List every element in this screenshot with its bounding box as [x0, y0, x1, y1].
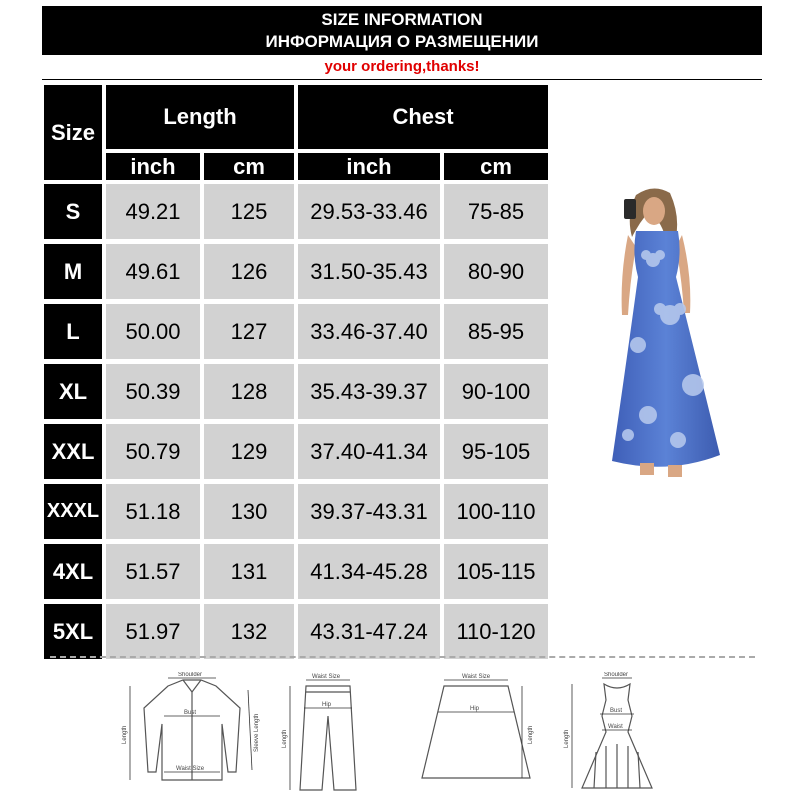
chest-inch-cell: 43.31-47.24 — [298, 604, 440, 659]
length-inch-header: inch — [106, 153, 200, 180]
chest-cm-cell: 95-105 — [444, 424, 548, 479]
length-inch-cell: 51.18 — [106, 484, 200, 539]
length-header: Length — [106, 85, 294, 149]
length-inch-cell: 51.97 — [106, 604, 200, 659]
chest-inch-cell: 33.46-37.40 — [298, 304, 440, 359]
length-cm-header: cm — [204, 153, 294, 180]
title-russian: ИНФОРМАЦИЯ О РАЗМЕЩЕНИИ — [265, 32, 539, 51]
length-inch-cell: 50.79 — [106, 424, 200, 479]
chest-cm-cell: 105-115 — [444, 544, 548, 599]
skirt-hip-label: Hip — [470, 706, 480, 712]
length-cm-cell: 132 — [204, 604, 294, 659]
length-cm-cell: 126 — [204, 244, 294, 299]
dress-diagram — [562, 672, 672, 794]
size-cell: S — [44, 184, 102, 239]
title-bar — [42, 6, 762, 55]
pants-waist-label: Waist Size — [312, 674, 341, 680]
size-cell: L — [44, 304, 102, 359]
chest-cm-cell: 85-95 — [444, 304, 548, 359]
length-inch-cell: 50.39 — [106, 364, 200, 419]
shirt-shoulder-label: Shoulder — [178, 672, 203, 678]
chest-header: Chest — [298, 85, 548, 149]
dress-length-label: Length — [564, 729, 570, 748]
length-cm-cell: 130 — [204, 484, 294, 539]
chest-inch-cell: 41.34-45.28 — [298, 544, 440, 599]
size-cell: M — [44, 244, 102, 299]
chest-inch-cell: 29.53-33.46 — [298, 184, 440, 239]
length-inch-cell: 49.21 — [106, 184, 200, 239]
dress-shoulder-label: Shoulder — [604, 672, 629, 678]
size-cell: 5XL — [44, 604, 102, 659]
chest-cm-cell: 90-100 — [444, 364, 548, 419]
skirt-waist-label: Waist Size — [462, 674, 491, 680]
dress-bust-label: Bust — [610, 708, 623, 714]
size-cell: XXXL — [44, 484, 102, 539]
skirt-diagram — [410, 672, 540, 794]
length-cm-cell: 131 — [204, 544, 294, 599]
chest-inch-cell: 39.37-43.31 — [298, 484, 440, 539]
shirt-waist-label: Waist Size — [176, 766, 205, 772]
divider-line — [42, 79, 762, 80]
skirt-length-label: Length — [528, 725, 534, 744]
length-cm-cell: 125 — [204, 184, 294, 239]
size-cell: XL — [44, 364, 102, 419]
shirt-diagram — [118, 672, 266, 794]
pants-hip-label: Hip — [322, 702, 332, 708]
length-cm-cell: 129 — [204, 424, 294, 479]
chest-cm-cell: 75-85 — [444, 184, 548, 239]
chest-inch-cell: 37.40-41.34 — [298, 424, 440, 479]
chest-cm-cell: 110-120 — [444, 604, 548, 659]
length-cm-cell: 128 — [204, 364, 294, 419]
size-header: Size — [44, 85, 102, 180]
chest-cm-cell: 80-90 — [444, 244, 548, 299]
length-cm-cell: 127 — [204, 304, 294, 359]
length-inch-cell: 51.57 — [106, 544, 200, 599]
pants-length-label: Length — [282, 729, 288, 748]
chest-cm-cell: 100-110 — [444, 484, 548, 539]
length-inch-cell: 49.61 — [106, 244, 200, 299]
chest-inch-header: inch — [298, 153, 440, 180]
model-photo — [598, 185, 730, 485]
dress-waist-label: Waist — [608, 724, 623, 730]
shirt-bust-label: Bust — [184, 710, 197, 716]
ordering-note: your ordering,thanks! — [324, 58, 480, 75]
chest-cm-header: cm — [444, 153, 548, 180]
size-cell: XXL — [44, 424, 102, 479]
chest-inch-cell: 31.50-35.43 — [298, 244, 440, 299]
dashed-separator — [50, 656, 755, 658]
shirt-length-label: Length — [122, 725, 128, 744]
size-cell: 4XL — [44, 544, 102, 599]
shirt-sleeve-label: Sleeve Length — [254, 713, 260, 752]
length-inch-cell: 50.00 — [106, 304, 200, 359]
pants-diagram — [276, 672, 376, 794]
title-english: SIZE INFORMATION — [321, 10, 483, 29]
chest-inch-cell: 35.43-39.37 — [298, 364, 440, 419]
